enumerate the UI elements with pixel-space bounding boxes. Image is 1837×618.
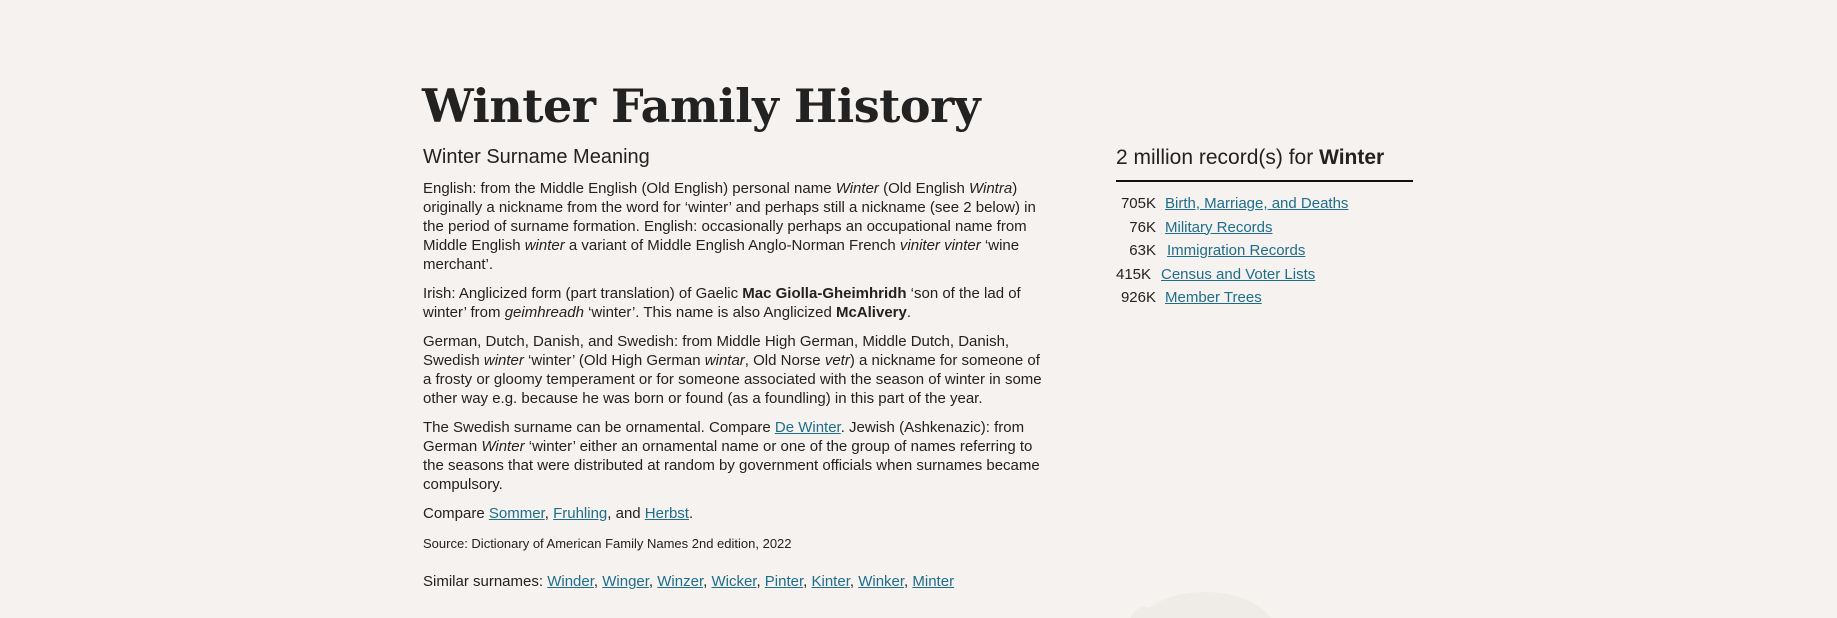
records-item: [1116, 239, 1413, 263]
text-segment: ‘son of the lad of winter’ from: [423, 285, 1021, 321]
surname-link-fruhling[interactable]: Fruhling: [553, 505, 608, 522]
text-segment: ‘wine merchant’.: [423, 237, 1020, 273]
record-count: 76K: [1129, 218, 1156, 236]
record-link-birth-marriage-deaths[interactable]: Birth, Marriage, and Deaths: [1165, 195, 1349, 212]
meaning-paragraph: [423, 284, 1043, 322]
italic-term: winter: [483, 352, 524, 369]
italic-term: viniter vinter: [899, 237, 981, 254]
records-item: [1116, 263, 1413, 287]
surname-meaning-heading: Winter Surname Meaning: [423, 146, 650, 168]
italic-term: wintar: [704, 352, 745, 369]
italic-term: winter: [524, 237, 565, 254]
similar-surnames: [423, 572, 1043, 591]
separator: ,: [648, 573, 658, 590]
similar-surname-link-minter[interactable]: Minter: [912, 573, 955, 590]
separator: ,: [803, 573, 812, 590]
similar-surname-link-winker[interactable]: Winker: [858, 573, 905, 590]
separator: ,: [593, 573, 603, 590]
text-segment: . Jewish (Ashkenazic): from German: [423, 419, 1025, 455]
record-link-census-voter-lists[interactable]: Census and Voter Lists: [1161, 265, 1316, 283]
italic-term: Wintra: [968, 180, 1013, 197]
meaning-paragraphs: [423, 179, 1043, 523]
records-heading-name: Winter: [1319, 146, 1385, 169]
italic-term: Winter: [835, 180, 879, 197]
separator: ,: [756, 573, 765, 590]
text-segment: ‘winter’ (Old High German: [523, 352, 705, 369]
text-segment: ) a nickname for someone of a frosty or gloomy temperament or for someone associated with the season of winter in some other way e.g. because he was born or found (as a foundling) in this part of the year.: [423, 352, 1042, 407]
record-count: 415K: [1116, 265, 1152, 283]
similar-surnames-label: Similar surnames:: [423, 573, 548, 590]
record-count: 705K: [1120, 195, 1156, 212]
records-item: [1116, 216, 1413, 240]
italic-term: geimhreadh: [504, 304, 584, 321]
record-link-immigration-records[interactable]: Immigration Records: [1167, 242, 1306, 259]
text-segment: a variant of Middle English Anglo-Norman French: [564, 237, 900, 254]
surname-link-herbst[interactable]: Herbst: [644, 505, 689, 522]
records-item: [1116, 286, 1413, 310]
separator: ,: [703, 573, 712, 590]
records-list: [1116, 182, 1413, 310]
text-segment: The Swedish surname can be ornamental. Compare: [423, 419, 775, 436]
source-citation: Source: Dictionary of American Family Names 2nd edition, 2022: [423, 536, 792, 551]
similar-surname-link-wicker[interactable]: Wicker: [711, 573, 757, 590]
text-segment: .: [906, 304, 912, 321]
similar-surnames-links: [547, 573, 954, 590]
similar-surname-link-winzer[interactable]: Winzer: [657, 573, 704, 590]
text-segment: , Old Norse: [744, 352, 825, 369]
similar-surname-link-winder[interactable]: Winder: [547, 573, 594, 590]
surname-meaning-section: [423, 144, 1043, 591]
separator: ,: [849, 573, 859, 590]
surname-link-sommer[interactable]: Sommer: [488, 505, 545, 522]
text-segment: .: [688, 505, 694, 522]
text-segment: ‘winter’. This name is also Anglicized: [583, 304, 836, 321]
text-segment: (Old English: [878, 180, 969, 197]
text-segment: Compare: [423, 505, 489, 522]
records-item: [1116, 192, 1413, 216]
text-segment: German, Dutch, Danish, and Swedish: from Middle High German, Middle Dutch, Danish, Swedish: [423, 333, 1010, 369]
text-segment: ) originally a nickname from the word for ‘winter’ and perhaps still a nickname (see 2 below) in the period of surname formation. English: occasionally perhaps an occupational name from Middle English: [423, 180, 1036, 254]
text-segment: , and: [607, 505, 645, 522]
text-segment: Irish: Anglicized form (part translation) of Gaelic: [423, 285, 743, 302]
italic-term: Winter: [481, 438, 525, 455]
records-heading: [1116, 144, 1413, 182]
italic-term: vetr: [824, 352, 850, 369]
text-segment: English: from the Middle English (Old English) personal name: [423, 180, 836, 197]
surname-link-de-winter[interactable]: De Winter: [774, 419, 841, 436]
record-count: 63K: [1129, 242, 1156, 259]
meaning-paragraph: [423, 332, 1043, 408]
record-link-member-trees[interactable]: Member Trees: [1165, 289, 1262, 306]
bold-term: McAlivery: [835, 304, 907, 321]
similar-surname-link-pinter[interactable]: Pinter: [764, 573, 804, 590]
meaning-paragraph: [423, 418, 1043, 494]
bold-term: Mac Giolla-Gheimhridh: [742, 285, 907, 302]
separator: ,: [904, 573, 913, 590]
meaning-paragraph: [423, 504, 1043, 523]
record-link-military-records[interactable]: Military Records: [1165, 218, 1273, 236]
similar-surname-link-winger[interactable]: Winger: [602, 573, 649, 590]
page-title: Winter Family History: [422, 79, 981, 133]
similar-surname-link-kinter[interactable]: Kinter: [811, 573, 850, 590]
text-segment: ,: [544, 505, 554, 522]
meaning-paragraph: [423, 179, 1043, 274]
record-count: 926K: [1120, 289, 1156, 306]
records-heading-prefix: 2 million record(s) for: [1116, 146, 1320, 169]
records-panel: [1116, 144, 1413, 310]
text-segment: ‘winter’ either an ornamental name or one of the group of names referring to the seasons that were distributed at random by government officials when surnames became compulsory.: [423, 438, 1040, 493]
